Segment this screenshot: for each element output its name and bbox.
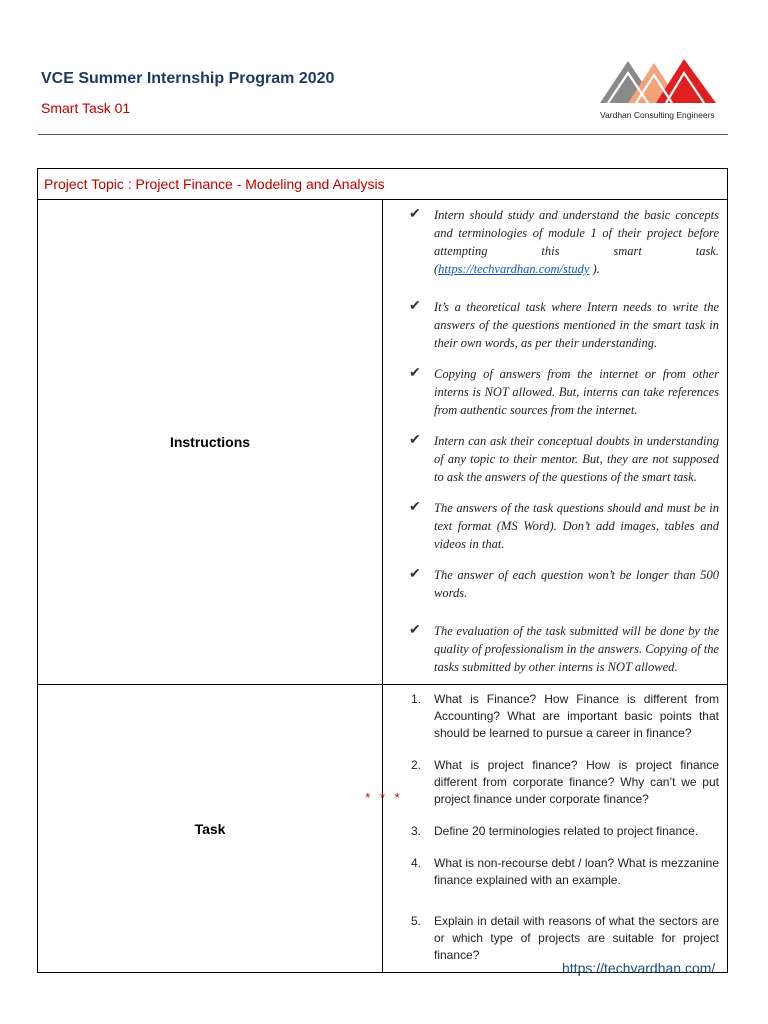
- task-item: [409, 823, 719, 840]
- topic-row: [38, 169, 728, 200]
- instruction-text: It’s a theoretical task where Intern needs to write the answers of the questions mentioned in the smart task in their own words, as per their understanding.: [434, 300, 719, 350]
- task-text: What is Finance? How Finance is different from Accounting? What are important basic points that should be learned to pursue a career in finance?: [434, 692, 719, 740]
- task-text: Define 20 terminologies related to project finance.: [434, 824, 699, 838]
- task-number: 2.: [411, 758, 422, 772]
- instruction-text: Intern can ask their conceptual doubts in understanding of any topic to their mentor. But, they are not supposed to ask the answers of the questions of the smart task.: [434, 434, 719, 484]
- instruction-text: Intern should study and understand the basic concepts and terminologies of module 1 of their project before attempting this smart task. (: [434, 208, 719, 276]
- document-subtitle: Smart Task 01: [41, 100, 131, 116]
- project-topic: Project Topic : Project Finance - Modeling and Analysis: [38, 169, 728, 200]
- footer-website-link[interactable]: https://techvardhan.com/: [562, 960, 716, 976]
- instruction-text-tail: ).: [589, 262, 600, 276]
- instructions-label: Instructions: [38, 200, 383, 685]
- instructions-list: [409, 206, 719, 676]
- logo-caption: Vardhan Consulting Engineers: [600, 110, 715, 120]
- instruction-item: [409, 206, 719, 278]
- instruction-text: Copying of answers from the internet or from other interns is NOT allowed. But, interns can take references from authentic sources from the internet.: [434, 367, 719, 417]
- section-separator: * * *: [365, 790, 403, 805]
- task-item: [409, 691, 719, 742]
- checkmark-icon: ✔: [409, 207, 421, 222]
- task-row: [38, 685, 728, 973]
- task-number: 5.: [411, 914, 422, 928]
- task-number: 1.: [411, 692, 422, 706]
- checkmark-icon: ✔: [409, 366, 421, 381]
- instruction-text: The evaluation of the task submitted will be done by the quality of professionalism in the answers. Copying of the tasks submitted by other interns is NOT allowed.: [434, 624, 719, 674]
- task-label: Task: [38, 685, 383, 973]
- task-text: What is non-recourse debt / loan? What is mezzanine finance explained with an example.: [434, 856, 719, 887]
- instruction-item: [409, 298, 719, 352]
- task-text: What is project finance? How is project finance different from corporate finance? Why can’t we put project finance under corporate finance?: [434, 758, 719, 806]
- task-text: Explain in detail with reasons of what the sectors are or which type of projects are suitable for project finance?: [434, 914, 719, 962]
- instruction-item: [409, 499, 719, 553]
- instruction-item: [409, 622, 719, 676]
- instruction-item: [409, 365, 719, 419]
- instruction-item: [409, 432, 719, 486]
- task-content: [383, 685, 728, 973]
- checkmark-icon: ✔: [409, 623, 421, 638]
- checkmark-icon: ✔: [409, 567, 421, 582]
- task-table: [37, 168, 728, 973]
- checkmark-icon: ✔: [409, 433, 421, 448]
- instruction-item: [409, 566, 719, 602]
- study-link[interactable]: https://techvardhan.com/study: [438, 262, 590, 276]
- task-number: 4.: [411, 856, 422, 870]
- instructions-content: [383, 200, 728, 685]
- task-list: [409, 691, 719, 964]
- task-item: [409, 855, 719, 889]
- checkmark-icon: ✔: [409, 500, 421, 515]
- instruction-text: The answer of each question won’t be longer than 500 words.: [434, 568, 719, 600]
- task-number: 3.: [411, 824, 422, 838]
- task-item: [409, 913, 719, 964]
- instruction-text: The answers of the task questions should and must be in text format (MS Word). Don’t add images, tables and videos in that.: [434, 501, 719, 551]
- document-title: VCE Summer Internship Program 2020: [41, 70, 335, 87]
- instructions-row: [38, 200, 728, 685]
- checkmark-icon: ✔: [409, 299, 421, 314]
- header-divider: [38, 134, 728, 135]
